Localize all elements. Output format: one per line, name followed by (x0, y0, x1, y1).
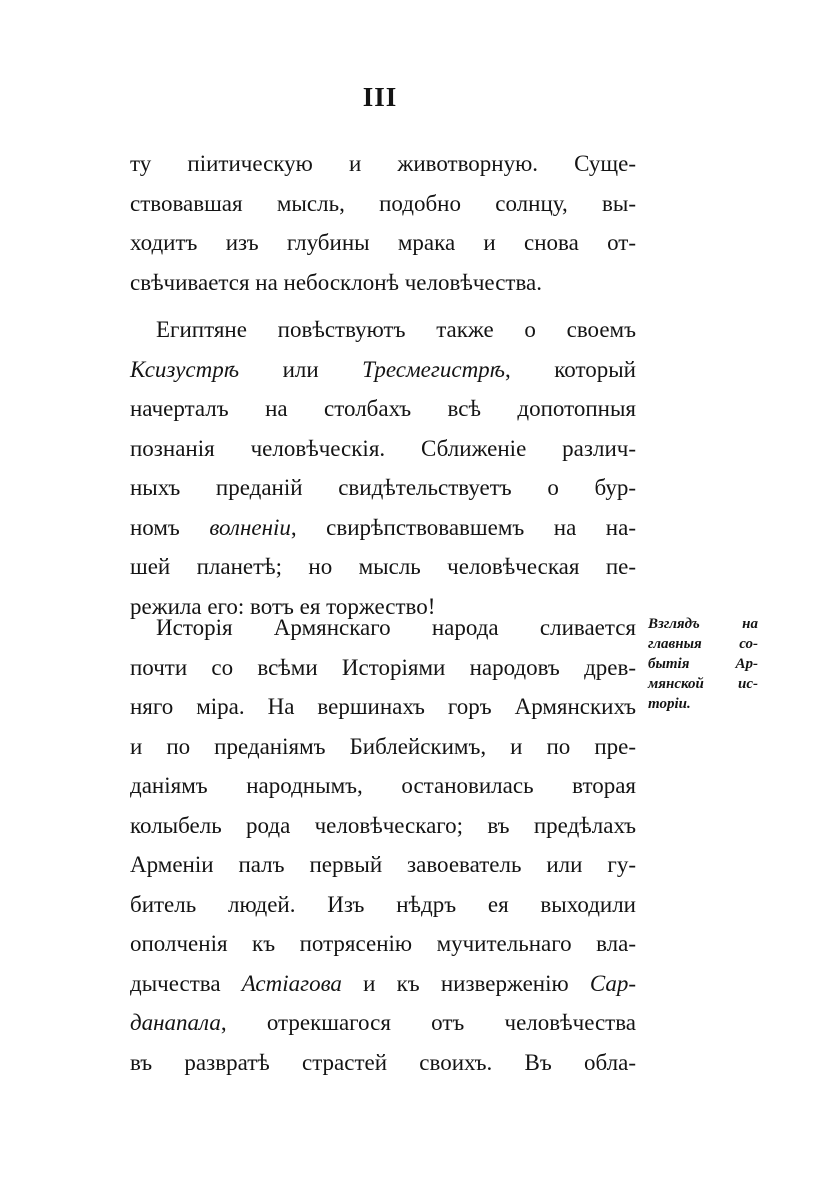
margin-note-line-2: главныя со- (648, 636, 758, 652)
paragraph-3-line-5: данiямъ народнымъ, остановилась вторая (130, 773, 636, 798)
paragraph-1-line-1: ту пiитическую и животворную. Суще- (130, 151, 636, 176)
paragraph-2-line-2: Ксизустрѣ или Тресмегистрѣ, который (130, 356, 636, 382)
paragraph-2-line-5: ныхъ преданiй свидѣтельствуетъ о бур- (130, 475, 636, 500)
paragraph-3-line-4: и по преданiямъ Библейскимъ, и по пре- (130, 733, 636, 759)
paragraph-3-line-9: ополченiя къ потрясенiю мучительнаго вла- (130, 931, 636, 956)
paragraph-2-line-1: Египтяне повѣствуютъ также о своемъ (156, 317, 636, 342)
paragraph-2-line-8: режила его: вотъ ея торжество! (130, 593, 436, 619)
paragraph-3-line-12: въ развратѣ страстей своихъ. Въ обла- (130, 1049, 636, 1075)
paragraph-2-line-4: познанiя человѣческiя. Сближенiе различ- (130, 435, 636, 461)
paragraph-2-line-3: начерталъ на столбахъ всѣ допотопныя (130, 396, 636, 421)
page-number: III (362, 82, 398, 112)
margin-note (648, 614, 758, 714)
paragraph-1-line-2: ствовавшая мысль, подобно солнцу, вы- (130, 190, 636, 216)
paragraph-3-line-3: няго мiра. На вершинахъ горъ Армянскихъ (130, 694, 636, 719)
paragraph-1-line-4: свѣчивается на небосклонѣ человѣчества. (130, 269, 542, 295)
margin-note-line-5: торiи. (648, 696, 691, 712)
paragraph-3-line-1: Исторiя Армянскаго народа сливается (156, 615, 636, 640)
paragraph-3-line-7: Арменiи палъ первый завоеватель или гу- (130, 852, 636, 877)
paragraph-3 (130, 608, 636, 1082)
margin-note-line-4: мянской ис- (648, 676, 758, 692)
paragraph-3-line-8: битель людей. Изъ нѣдръ ея выходили (130, 891, 636, 917)
paragraph-2 (130, 310, 636, 626)
margin-note-line-3: бытiя Ар- (648, 656, 758, 672)
paragraph-1 (130, 144, 636, 302)
paragraph-2-line-7: шей планетѣ; но мысль человѣческая пе- (130, 554, 636, 579)
paragraph-3-line-10: дычества Астiагова и къ низверженiю Сар- (130, 970, 636, 996)
paragraph-1-line-3: ходитъ изъ глубины мрака и снова от- (130, 230, 636, 255)
paragraph-3-line-2: почти со всѣми Исторiями народовъ древ- (130, 654, 636, 680)
paragraph-2-line-6: номъ волненiи, свирѣпствовавшемъ на на- (130, 514, 636, 540)
margin-note-line-1: Взглядъ на (648, 616, 758, 632)
paragraph-3-line-6: колыбель рода человѣческаго; въ предѣлахъ (130, 812, 636, 838)
paragraph-3-line-11: данапала, отрекшагося отъ человѣчества (130, 1010, 636, 1035)
